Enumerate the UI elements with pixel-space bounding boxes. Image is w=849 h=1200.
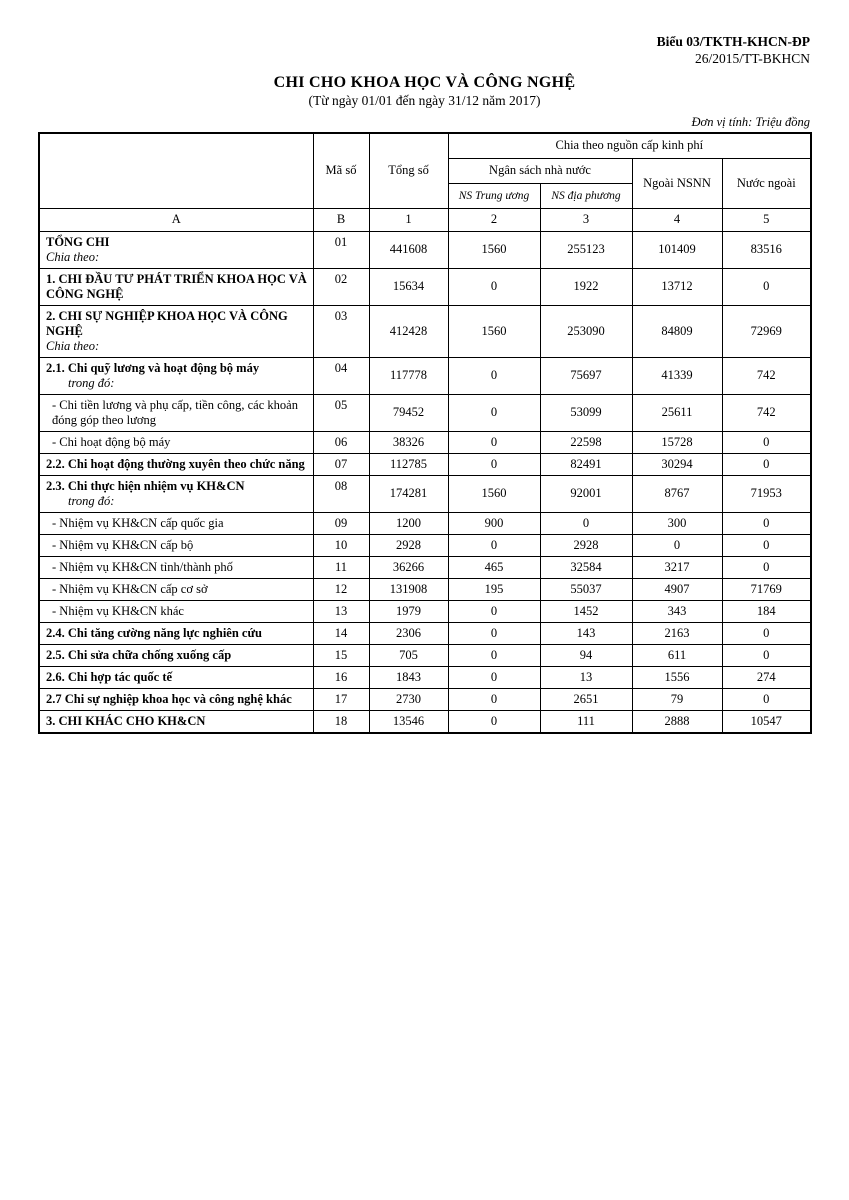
row-label-cell	[39, 534, 313, 556]
row-value: 112785	[369, 453, 448, 475]
row-label: - Nhiệm vụ KH&CN khác	[52, 603, 184, 618]
row-label-cell	[39, 688, 313, 710]
row-value: 0	[448, 666, 540, 688]
row-value: 2928	[369, 534, 448, 556]
row-value: 82491	[540, 453, 632, 475]
table-row	[39, 231, 811, 268]
page-title: CHI CHO KHOA HỌC VÀ CÔNG NGHỆ	[273, 73, 576, 91]
row-value: 412428	[369, 305, 448, 357]
row-label: 2.4. Chi tăng cường năng lực nghiên cứu	[46, 625, 262, 640]
table-row	[39, 688, 811, 710]
row-label-cell	[39, 556, 313, 578]
row-label-cell	[39, 666, 313, 688]
row-label-cell	[39, 231, 313, 268]
row-value: 0	[722, 534, 811, 556]
page-subtitle: (Từ ngày 01/01 đến ngày 31/12 năm 2017)	[308, 92, 541, 108]
row-value: 72969	[722, 305, 811, 357]
col-header-ngoai-nsnn: Ngoài NSNN	[632, 158, 722, 208]
row-value: 1560	[448, 231, 540, 268]
row-label-cell	[39, 622, 313, 644]
col-group-header: Chia theo nguồn cấp kinh phí	[448, 133, 811, 159]
row-value: 111	[540, 710, 632, 733]
row-label-cell	[39, 512, 313, 534]
row-value: 55037	[540, 578, 632, 600]
row-value: 41339	[632, 357, 722, 394]
row-value: 25611	[632, 394, 722, 431]
row-value: 1452	[540, 600, 632, 622]
unit-note: Đơn vị tính: Triệu đồng	[691, 114, 810, 129]
row-value: 1979	[369, 600, 448, 622]
row-value: 1560	[448, 305, 540, 357]
row-label-cell	[39, 357, 313, 394]
row-value: 4907	[632, 578, 722, 600]
row-value: 300	[632, 512, 722, 534]
row-label-cell	[39, 394, 313, 431]
col-header-nsnn: Ngân sách nhà nước	[448, 158, 632, 183]
row-label-cell	[39, 644, 313, 666]
row-value: 184	[722, 600, 811, 622]
row-code: 05	[313, 394, 369, 431]
row-value: 1922	[540, 268, 632, 305]
col-header-blank	[39, 133, 313, 209]
table-row	[39, 394, 811, 431]
row-code: 14	[313, 622, 369, 644]
row-value: 79	[632, 688, 722, 710]
row-label-cell	[39, 578, 313, 600]
row-code: 16	[313, 666, 369, 688]
row-label-cell	[39, 710, 313, 733]
row-value: 38326	[369, 431, 448, 453]
table-body	[39, 231, 811, 733]
row-code: 03	[313, 305, 369, 357]
row-label-cell	[39, 268, 313, 305]
row-value: 0	[722, 688, 811, 710]
row-value: 71769	[722, 578, 811, 600]
row-label: 2. CHI SỰ NGHIỆP KHOA HỌC VÀ CÔNG NGHỆ	[46, 308, 288, 338]
row-value: 0	[448, 357, 540, 394]
table-row	[39, 453, 811, 475]
column-index-row	[39, 208, 811, 231]
col-header-tong-so: Tổng số	[369, 133, 448, 209]
row-value: 15728	[632, 431, 722, 453]
table-row	[39, 268, 811, 305]
row-value: 0	[722, 644, 811, 666]
row-code: 04	[313, 357, 369, 394]
row-value: 15634	[369, 268, 448, 305]
row-value: 79452	[369, 394, 448, 431]
row-value: 0	[448, 600, 540, 622]
row-label: 3. CHI KHÁC CHO KH&CN	[46, 713, 206, 728]
row-value: 465	[448, 556, 540, 578]
table-row	[39, 556, 811, 578]
row-sublabel: Chia theo:	[46, 249, 100, 264]
row-value: 2651	[540, 688, 632, 710]
row-code: 18	[313, 710, 369, 733]
row-value: 2888	[632, 710, 722, 733]
row-value: 343	[632, 600, 722, 622]
row-value: 2163	[632, 622, 722, 644]
row-value: 32584	[540, 556, 632, 578]
row-code: 06	[313, 431, 369, 453]
row-code: 12	[313, 578, 369, 600]
table-row	[39, 431, 811, 453]
col-index-1: 1	[369, 208, 448, 231]
row-value: 0	[722, 512, 811, 534]
table-row	[39, 305, 811, 357]
row-label: 2.3. Chi thực hiện nhiệm vụ KH&CN	[46, 478, 245, 493]
table-row	[39, 666, 811, 688]
row-value: 742	[722, 357, 811, 394]
row-value: 101409	[632, 231, 722, 268]
row-value: 0	[722, 622, 811, 644]
row-label: - Nhiệm vụ KH&CN cấp quốc gia	[52, 515, 224, 530]
row-value: 441608	[369, 231, 448, 268]
table-row	[39, 357, 811, 394]
row-value: 0	[540, 512, 632, 534]
table-row	[39, 644, 811, 666]
col-header-ma-so: Mã số	[313, 133, 369, 209]
row-label: 2.2. Chi hoạt động thường xuyên theo chức năng	[46, 456, 305, 471]
row-value: 83516	[722, 231, 811, 268]
table-row	[39, 534, 811, 556]
row-value: 13	[540, 666, 632, 688]
col-header-nuoc-ngoai: Nước ngoài	[722, 158, 811, 208]
row-code: 08	[313, 475, 369, 512]
row-label-cell	[39, 600, 313, 622]
row-value: 0	[448, 644, 540, 666]
row-value: 22598	[540, 431, 632, 453]
row-code: 15	[313, 644, 369, 666]
row-label: - Chi tiền lương và phụ cấp, tiền công, các khoản đóng góp theo lương	[52, 397, 298, 427]
row-value: 195	[448, 578, 540, 600]
row-label: - Nhiệm vụ KH&CN cấp cơ sở	[52, 581, 208, 596]
row-value: 92001	[540, 475, 632, 512]
form-code: Biểu 03/TKTH-KHCN-ĐP	[656, 34, 810, 49]
row-label: TỔNG CHI	[46, 234, 110, 249]
row-value: 255123	[540, 231, 632, 268]
row-label: 2.6. Chi hợp tác quốc tế	[46, 669, 173, 684]
row-value: 30294	[632, 453, 722, 475]
row-value: 0	[722, 431, 811, 453]
row-code: 10	[313, 534, 369, 556]
row-value: 0	[448, 453, 540, 475]
row-value: 0	[448, 710, 540, 733]
row-label-cell	[39, 453, 313, 475]
row-value: 143	[540, 622, 632, 644]
row-sublabel: trong đó:	[68, 493, 115, 508]
row-code: 11	[313, 556, 369, 578]
row-label: 2.5. Chi sửa chữa chống xuống cấp	[46, 647, 232, 662]
row-value: 705	[369, 644, 448, 666]
row-label: - Chi hoạt động bộ máy	[52, 434, 171, 449]
row-value: 94	[540, 644, 632, 666]
row-label: 2.1. Chi quỹ lương và hoạt động bộ máy	[46, 360, 260, 375]
row-value: 53099	[540, 394, 632, 431]
table-row	[39, 475, 811, 512]
row-sublabel: Chia theo:	[46, 338, 100, 353]
row-value: 75697	[540, 357, 632, 394]
row-value: 36266	[369, 556, 448, 578]
row-label: 1. CHI ĐẦU TƯ PHÁT TRIỂN KHOA HỌC VÀ CÔNG NGHỆ	[46, 271, 307, 301]
row-label: 2.7 Chi sự nghiệp khoa học và công nghệ khác	[46, 691, 292, 706]
row-value: 274	[722, 666, 811, 688]
row-value: 1200	[369, 512, 448, 534]
row-value: 0	[722, 453, 811, 475]
row-label-cell	[39, 475, 313, 512]
row-value: 0	[448, 431, 540, 453]
row-value: 0	[722, 268, 811, 305]
circular-number: 26/2015/TT-BKHCN	[694, 50, 810, 66]
row-value: 10547	[722, 710, 811, 733]
row-value: 0	[448, 534, 540, 556]
table-row	[39, 600, 811, 622]
row-value: 0	[448, 622, 540, 644]
row-value: 742	[722, 394, 811, 431]
row-value: 2928	[540, 534, 632, 556]
row-code: 13	[313, 600, 369, 622]
col-header-ns-dia-phuong: NS địa phương	[540, 183, 632, 208]
col-index-2: 2	[448, 208, 540, 231]
row-value: 13712	[632, 268, 722, 305]
row-value: 900	[448, 512, 540, 534]
row-code: 01	[313, 231, 369, 268]
row-value: 0	[448, 394, 540, 431]
col-index-a: A	[39, 208, 313, 231]
row-value: 0	[448, 688, 540, 710]
table-header	[39, 133, 811, 232]
row-label: - Nhiệm vụ KH&CN tỉnh/thành phố	[52, 559, 233, 574]
row-sublabel: trong đó:	[68, 375, 115, 390]
table-row	[39, 512, 811, 534]
col-index-3: 3	[540, 208, 632, 231]
col-index-b: B	[313, 208, 369, 231]
row-value: 3217	[632, 556, 722, 578]
row-value: 0	[632, 534, 722, 556]
row-value: 1560	[448, 475, 540, 512]
row-value: 84809	[632, 305, 722, 357]
row-value: 174281	[369, 475, 448, 512]
row-value: 13546	[369, 710, 448, 733]
col-index-4: 4	[632, 208, 722, 231]
row-value: 0	[448, 268, 540, 305]
row-value: 0	[722, 556, 811, 578]
row-code: 02	[313, 268, 369, 305]
document-header	[0, 34, 810, 68]
row-value: 8767	[632, 475, 722, 512]
row-value: 1556	[632, 666, 722, 688]
row-code: 17	[313, 688, 369, 710]
row-value: 253090	[540, 305, 632, 357]
row-label-cell	[39, 305, 313, 357]
row-value: 2306	[369, 622, 448, 644]
table-row	[39, 578, 811, 600]
row-value: 131908	[369, 578, 448, 600]
table-row	[39, 710, 811, 733]
row-label: - Nhiệm vụ KH&CN cấp bộ	[52, 537, 194, 552]
col-header-ns-trung-uong: NS Trung ương	[448, 183, 540, 208]
row-code: 07	[313, 453, 369, 475]
row-value: 1843	[369, 666, 448, 688]
row-value: 117778	[369, 357, 448, 394]
table-row	[39, 622, 811, 644]
expense-table	[38, 132, 812, 734]
col-index-5: 5	[722, 208, 811, 231]
row-value: 2730	[369, 688, 448, 710]
row-value: 71953	[722, 475, 811, 512]
row-label-cell	[39, 431, 313, 453]
row-value: 611	[632, 644, 722, 666]
row-code: 09	[313, 512, 369, 534]
